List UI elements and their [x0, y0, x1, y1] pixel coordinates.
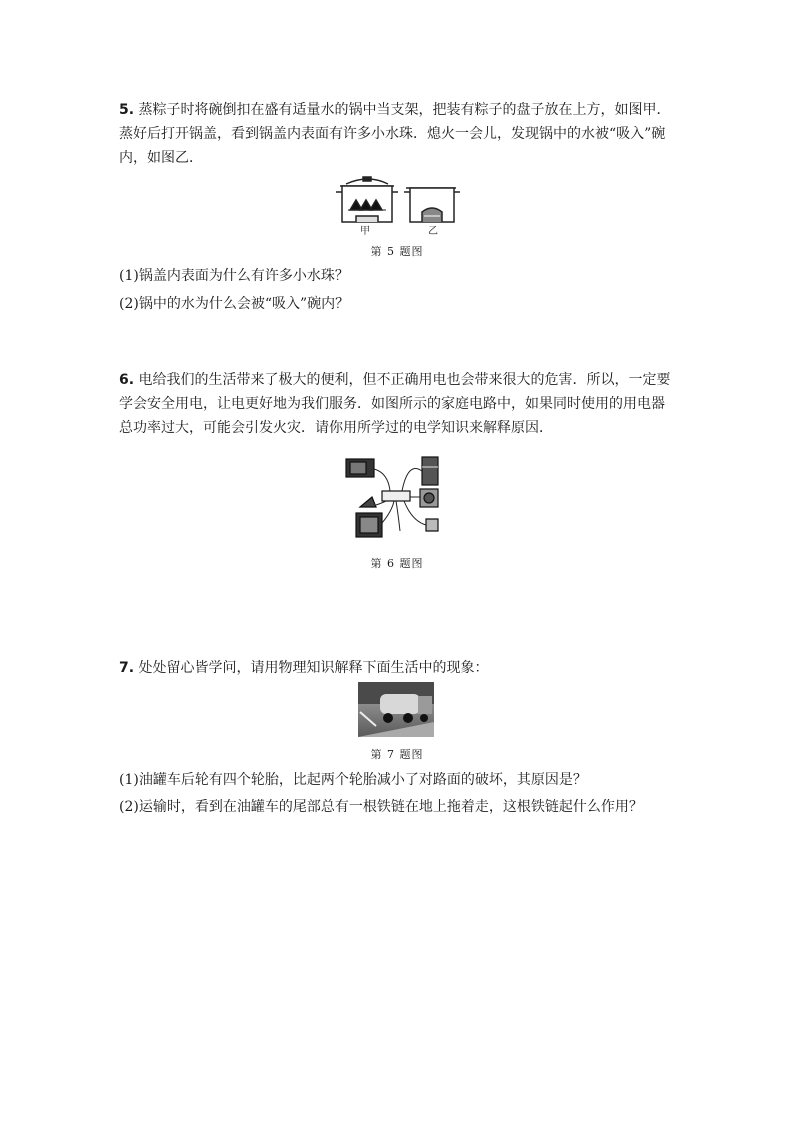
question-text: 处处留心皆学问，请用物理知识解释下面生活中的现象：: [138, 660, 489, 676]
question-7: [119, 656, 675, 680]
question-text: 电给我们的生活带来了极大的便利，但不正确用电也会带来很大的危害．所以，一定要学会安全用电，让电更好地为我们服务．如图所示的家庭电路中，如果同时使用的用电器总功率过大，可能会引发火灾．请你用所学过的电学知识来解释原因．: [119, 372, 671, 436]
refrigerator-figure: [422, 457, 438, 485]
question-number: 5.: [119, 102, 135, 118]
pot-with-lid-figure: [336, 177, 398, 222]
figure-6-caption: 第 6 题图: [370, 557, 424, 570]
figure-6-household-appliances: [342, 451, 448, 543]
figure-5-caption: 第 5 题图: [370, 245, 424, 258]
question-7-sub-2: (2)运输时，看到在油罐车的尾部总有一根铁链在地上拖着走，这根铁链起什么作用？: [119, 799, 643, 815]
question-number: 6.: [119, 372, 135, 388]
question-text: 蒸粽子时将碗倒扣在盛有适量水的锅中当支架，把装有粽子的盘子放在上方，如图甲．蒸好后打开锅盖，看到锅盖内表面有许多小水珠．熄火一会儿，发现锅中的水被“吸入”碗内，如图乙．: [119, 102, 671, 166]
tanker-truck-figure: [358, 682, 434, 737]
kettle-figure: [426, 519, 438, 531]
pot-without-lid-figure: [404, 188, 460, 222]
question-5-sub-1: (1)锅盖内表面为什么有许多小水珠？: [119, 268, 349, 284]
figure-label-jia: 甲: [360, 226, 370, 236]
figure-label-yi: 乙: [428, 226, 438, 236]
question-7-sub-1: (1)油罐车后轮有四个轮胎，比起两个轮胎减小了对路面的破坏，其原因是？: [119, 772, 587, 788]
figure-7-tanker-truck-photo: [358, 682, 434, 737]
question-number: 7.: [119, 660, 135, 676]
figure-7-caption: 第 7 题图: [370, 748, 424, 761]
question-5-sub-2: (2)锅中的水为什么会被“吸入”碗内？: [119, 296, 350, 312]
figure-5-pots: [326, 176, 468, 236]
iron-figure: [360, 497, 376, 507]
question-6: [119, 368, 675, 440]
question-5: [119, 98, 675, 170]
power-strip-figure: [382, 491, 410, 501]
